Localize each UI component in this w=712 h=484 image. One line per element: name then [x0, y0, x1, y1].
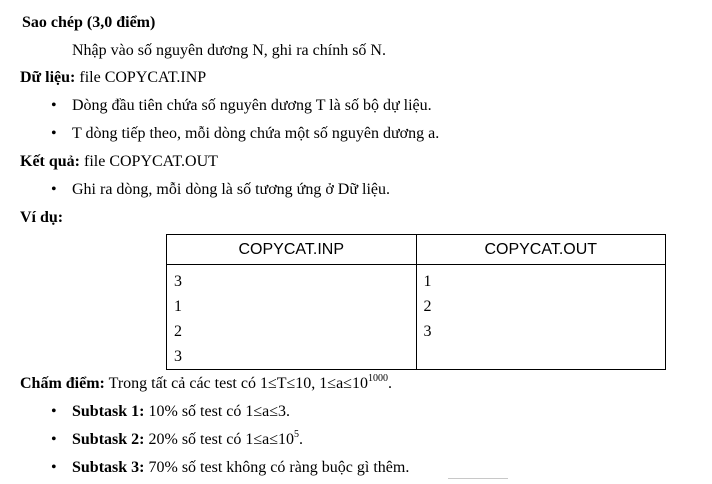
subtask-label: Subtask 3: [72, 459, 145, 476]
input-file: file COPYCAT.INP [75, 69, 207, 86]
subtask-text: 10% số test có 1≤a≤3. [144, 403, 291, 420]
subtask-label: Subtask 1: [72, 403, 145, 420]
bullet-icon: • [51, 125, 57, 142]
subtask-text: 20% số test có 1≤a≤10 [144, 431, 295, 448]
subtask-label: Subtask 2: [72, 431, 145, 448]
table-header-output: COPYCAT.OUT [416, 235, 666, 265]
input-line: 2 [174, 323, 182, 340]
input-cell [167, 265, 417, 370]
input-bullet-1: Dòng đầu tiên chứa số nguyên dương T là số bộ dự liệu. [72, 97, 432, 114]
table-header-row [167, 235, 666, 265]
subtask-exponent: 5 [294, 429, 300, 440]
output-label: Kết quả: [20, 153, 80, 170]
bullet-icon: • [51, 181, 57, 198]
subtask-tail: . [299, 431, 304, 448]
table-header-input: COPYCAT.INP [167, 235, 417, 265]
scoring-tail: . [387, 375, 392, 392]
input-heading [20, 68, 206, 88]
page-edge-divider [448, 478, 508, 484]
subtask-1 [72, 402, 290, 422]
input-bullet-2: T dòng tiếp theo, mỗi dòng chứa một số nguyên dương a. [72, 125, 440, 142]
input-line: 3 [174, 348, 182, 365]
table-row [167, 265, 666, 370]
output-line: 1 [423, 273, 432, 290]
scoring-heading [20, 374, 392, 394]
output-bullet-1: Ghi ra dòng, mỗi dòng là số tương ứng ở Dữ liệu. [72, 181, 391, 198]
scoring-text: Trong tất cả các test có 1≤T≤10, 1≤a≤10 [104, 375, 368, 392]
problem-title: Sao chép (3,0 điểm) [22, 14, 156, 31]
output-line: 3 [423, 323, 432, 340]
example-table [166, 234, 666, 370]
bullet-icon: • [51, 431, 57, 448]
bullet-icon: • [51, 97, 57, 114]
output-file: file COPYCAT.OUT [80, 153, 218, 170]
bullet-icon: • [51, 403, 57, 420]
problem-intro: Nhập vào số nguyên dương N, ghi ra chính số N. [72, 42, 386, 59]
output-heading [20, 152, 218, 172]
input-label: Dữ liệu: [20, 69, 76, 86]
output-cell [416, 265, 666, 370]
scoring-label: Chấm điểm: [20, 375, 105, 392]
subtask-3 [72, 458, 409, 478]
scoring-exponent: 1000 [367, 373, 388, 384]
input-line: 3 [174, 273, 182, 290]
example-label: Ví dụ: [20, 209, 64, 226]
input-line: 1 [174, 298, 182, 315]
output-line: 2 [423, 298, 432, 315]
subtask-2 [72, 430, 303, 450]
subtask-text: 70% số test không có ràng buộc gì thêm. [144, 459, 410, 476]
bullet-icon: • [51, 459, 57, 476]
